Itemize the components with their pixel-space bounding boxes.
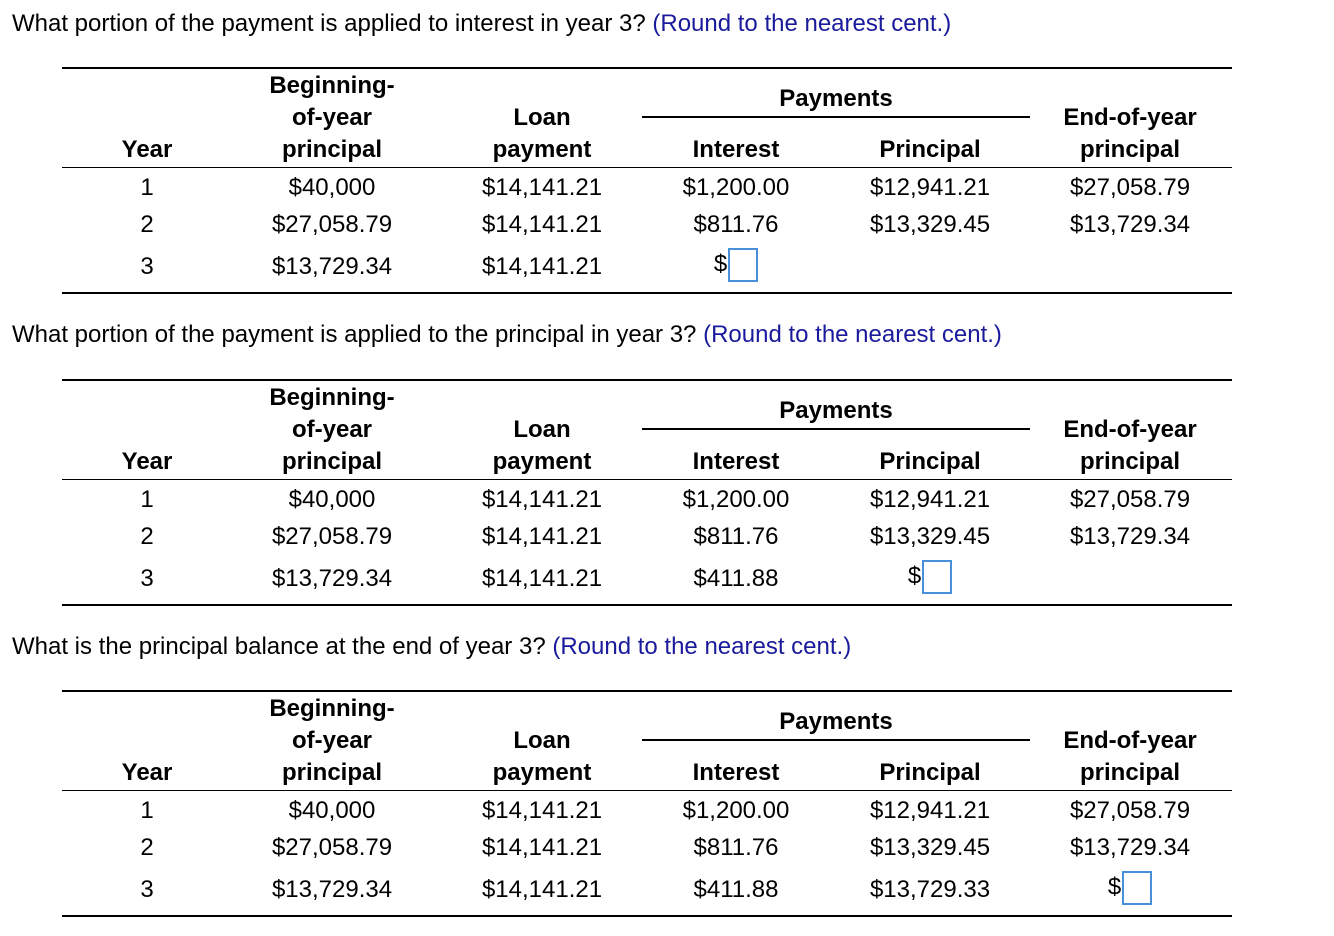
cell-payment: $14,141.21 [481,211,603,238]
header-begin-1: Beginning- [269,695,395,722]
cell-end: $27,058.79 [1069,486,1191,513]
header-begin-2: of-year [291,727,373,754]
header-principal: Principal [879,136,981,163]
cell-interest: $811.76 [693,211,779,238]
cell-year: 3 [140,876,154,903]
cell-principal: $12,941.21 [869,797,991,824]
cell-payment: $14,141.21 [481,523,603,550]
amortization-table-3 [62,690,1232,918]
cell-end: $27,058.79 [1069,174,1191,201]
cell-end: $13,729.34 [1069,211,1191,238]
cell-year: 2 [140,523,154,550]
cell-payment: $14,141.21 [481,797,603,824]
cell-begin: $40,000 [288,174,376,201]
cell-interest: $411.88 [693,565,779,592]
cell-begin: $13,729.34 [271,565,393,592]
cell-end: $13,729.34 [1069,523,1191,550]
payments-rule [642,428,1030,430]
header-end-2: principal [1079,759,1181,786]
header-principal: Principal [879,448,981,475]
cell-begin: $27,058.79 [271,834,393,861]
header-payments: Payments [779,85,893,112]
answer-input-end-balance-year-3[interactable] [1122,871,1152,905]
cell-payment: $14,141.21 [481,174,603,201]
header-payments: Payments [779,708,893,735]
question-1 [12,10,951,38]
cell-begin: $27,058.79 [271,523,393,550]
dollar-sign: $ [1107,873,1122,901]
dollar-sign: $ [713,250,728,278]
header-end-1: End-of-year [1063,416,1197,443]
cell-payment: $14,141.21 [481,253,603,280]
answer-interest-cell [646,248,826,282]
dollar-sign: $ [907,562,922,590]
cell-begin: $27,058.79 [271,211,393,238]
table-bottom-rule [62,292,1232,294]
header-interest: Interest [692,136,780,163]
cell-begin: $13,729.34 [271,876,393,903]
header-begin-1: Beginning- [269,384,395,411]
header-loan-2: payment [492,136,592,163]
header-begin-2: of-year [291,416,373,443]
header-begin-3: principal [281,448,383,475]
question-3-text: What is the principal balance at the end of year 3? [12,633,546,660]
header-end-2: principal [1079,136,1181,163]
cell-end: $27,058.79 [1069,797,1191,824]
cell-principal: $13,729.33 [869,876,991,903]
cell-interest: $1,200.00 [682,797,790,824]
cell-interest: $811.76 [693,834,779,861]
answer-input-interest-year-3[interactable] [728,248,758,282]
table-bottom-rule [62,915,1232,917]
header-year: Year [121,136,173,163]
cell-payment: $14,141.21 [481,565,603,592]
header-rule [62,790,1232,791]
header-principal: Principal [879,759,981,786]
header-interest: Interest [692,759,780,786]
table-top-rule [62,67,1232,69]
amortization-table-2 [62,379,1232,607]
cell-end: $13,729.34 [1069,834,1191,861]
header-rule [62,167,1232,168]
cell-year: 3 [140,565,154,592]
header-end-1: End-of-year [1063,104,1197,131]
cell-payment: $14,141.21 [481,486,603,513]
payments-rule [642,739,1030,741]
header-loan-1: Loan [513,416,571,443]
cell-payment: $14,141.21 [481,876,603,903]
amortization-table-1 [62,67,1232,295]
cell-principal: $12,941.21 [869,174,991,201]
header-payments: Payments [779,397,893,424]
question-2 [12,321,1002,349]
header-rule [62,479,1232,480]
cell-year: 1 [140,174,154,201]
payments-rule [642,116,1030,118]
cell-principal: $12,941.21 [869,486,991,513]
header-begin-2: of-year [291,104,373,131]
cell-principal: $13,329.45 [869,211,991,238]
answer-input-principal-year-3[interactable] [922,560,952,594]
cell-interest: $1,200.00 [682,174,790,201]
header-year: Year [121,759,173,786]
cell-interest: $1,200.00 [682,486,790,513]
header-year: Year [121,448,173,475]
cell-principal: $13,329.45 [869,834,991,861]
cell-year: 2 [140,211,154,238]
cell-payment: $14,141.21 [481,834,603,861]
cell-principal: $13,329.45 [869,523,991,550]
answer-principal-cell [840,560,1020,594]
question-3 [12,633,851,661]
table-bottom-rule [62,604,1232,606]
question-2-hint: (Round to the nearest cent.) [703,321,1002,348]
question-1-hint: (Round to the nearest cent.) [652,10,952,37]
header-end-1: End-of-year [1063,727,1197,754]
header-begin-1: Beginning- [269,72,395,99]
header-loan-2: payment [492,448,592,475]
header-begin-3: principal [281,759,383,786]
header-loan-1: Loan [513,104,571,131]
cell-year: 1 [140,486,154,513]
header-end-2: principal [1079,448,1181,475]
question-2-text: What portion of the payment is applied to the principal in year 3? [12,321,697,348]
cell-year: 2 [140,834,154,861]
header-loan-1: Loan [513,727,571,754]
question-3-hint: (Round to the nearest cent.) [552,633,852,660]
header-interest: Interest [692,448,780,475]
cell-interest: $411.88 [693,876,779,903]
header-begin-3: principal [281,136,383,163]
header-loan-2: payment [492,759,592,786]
cell-begin: $13,729.34 [271,253,393,280]
table-top-rule [62,379,1232,381]
cell-year: 3 [140,253,154,280]
question-1-text: What portion of the payment is applied to interest in year 3? [12,10,646,37]
answer-end-cell [1040,871,1220,905]
cell-begin: $40,000 [288,797,376,824]
cell-begin: $40,000 [288,486,376,513]
table-top-rule [62,690,1232,692]
cell-interest: $811.76 [693,523,779,550]
cell-year: 1 [140,797,154,824]
